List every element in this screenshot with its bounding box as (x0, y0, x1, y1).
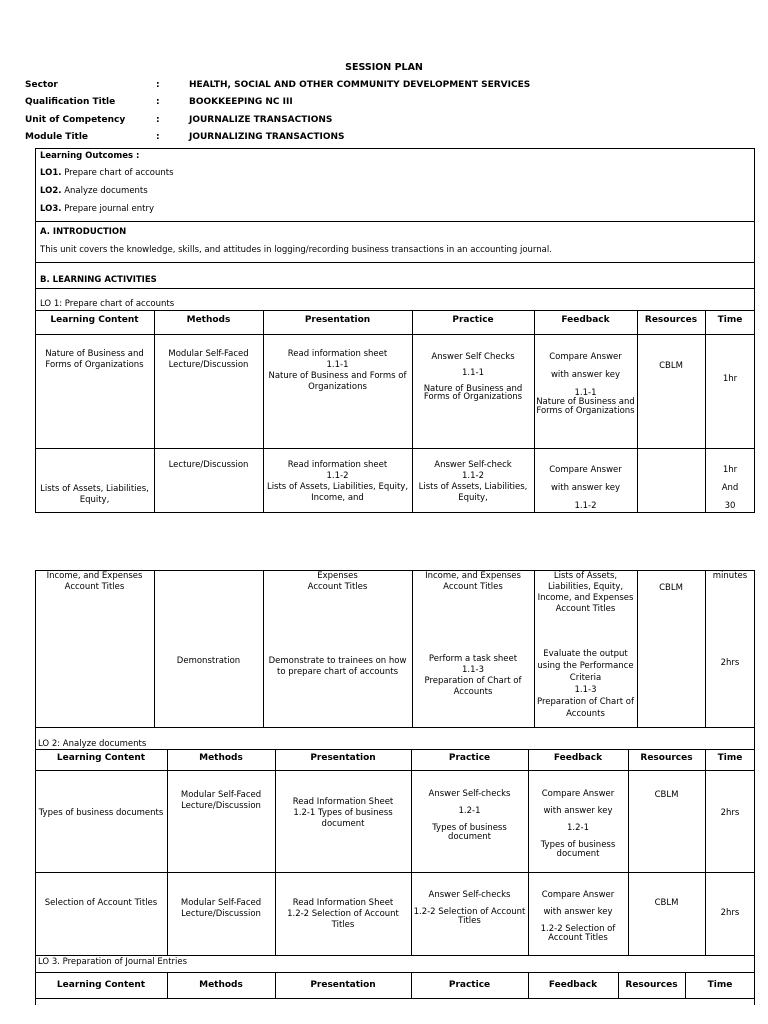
table-col-rule (528, 749, 529, 955)
table-rule (35, 998, 755, 999)
cell-practice: Answer Self Checks 1.1-1 Nature of Business and Forms of Organizations (423, 352, 523, 402)
cell-resources: CBLM (659, 583, 683, 593)
cell-feedback: Lists of Assets, Liabilities, Equity, Income, and Expenses Account Titles (537, 571, 634, 614)
cell-presentation: Read Information Sheet 1.2-2 Selection of Account Titles (287, 898, 399, 930)
header-learning-content: Learning Content (56, 980, 146, 990)
divider (35, 221, 755, 222)
divider (35, 262, 755, 263)
table-rule (35, 448, 755, 449)
cell-feedback: Compare Answer with answer key 1.1-1 Nature of Business and Forms of Organizations (536, 352, 635, 416)
header-time: Time (707, 980, 733, 990)
cell-methods: Demonstration (176, 656, 241, 666)
cell-practice: Perform a task sheet 1.1-3 Preparation of Chart of Accounts (424, 654, 522, 697)
cell-time: 2hrs (720, 658, 740, 668)
table-col-rule (263, 570, 264, 727)
meta-value: JOURNALIZING TRANSACTIONS (189, 132, 345, 142)
lo3-label: LO 3. Preparation of Journal Entries (38, 957, 188, 967)
table-col-rule (637, 310, 638, 513)
table-col-rule (412, 570, 413, 727)
outcome-code: LO2. (40, 186, 62, 196)
cell-time: 1hr And 30 (721, 465, 739, 511)
header-feedback: Feedback (561, 315, 610, 325)
cell-resources: CBLM (654, 790, 679, 800)
meta-value: HEALTH, SOCIAL AND OTHER COMMUNITY DEVELOPMENT SERVICES (189, 80, 531, 90)
table-rule (35, 872, 755, 873)
cell-feedback: Compare Answer with answer key 1.2-2 Selection of Account Titles (540, 890, 616, 943)
outcome-item (40, 168, 174, 179)
header-practice: Practice (448, 753, 491, 763)
cell-presentation: Read Information Sheet 1.2-1 Types of business document (292, 797, 394, 829)
meta-colon: : (156, 80, 160, 90)
outcome-item (40, 204, 154, 215)
header-time: Time (717, 753, 743, 763)
meta-value: BOOKKEEPING NC III (189, 97, 293, 107)
outcomes-heading: Learning Outcomes : (40, 151, 140, 161)
cell-time: 1hr (722, 374, 738, 384)
meta-colon: : (156, 97, 160, 107)
table-col-rule (534, 310, 535, 513)
cell-presentation: Read information sheet 1.1-2 Lists of Assets, Liabilities, Equity, Income, and (266, 460, 409, 503)
table-rule (35, 749, 755, 750)
divider (35, 727, 755, 728)
meta-key: Qualification Title (25, 97, 116, 107)
meta-colon: : (156, 115, 160, 125)
table-col-rule (412, 310, 413, 513)
cell-content: Lists of Assets, Liabilities, Equity, (40, 484, 149, 505)
cell-presentation: Read information sheet 1.1-1 Nature of Business and Forms of Organizations (268, 349, 407, 392)
table-col-rule (705, 310, 706, 513)
cell-practice: Income, and Expenses Account Titles (425, 571, 521, 592)
header-learning-content: Learning Content (50, 315, 139, 325)
table-rule (35, 955, 755, 956)
cell-feedback: Evaluate the output using the Performance Criteria 1.1-3 Preparation of Chart of Accounts (537, 649, 634, 719)
outcome-item (40, 186, 148, 197)
cell-content: Selection of Account Titles (44, 898, 158, 908)
header-presentation: Presentation (304, 315, 371, 325)
table-col-rule (167, 749, 168, 955)
meta-key: Unit of Competency (25, 115, 126, 125)
header-methods: Methods (199, 980, 243, 990)
cell-content: Types of business documents (38, 808, 164, 818)
outcome-text: Prepare chart of accounts (64, 168, 174, 178)
cell-feedback: Compare Answer with answer key 1.2-1 Types of business document (540, 789, 616, 859)
table-col-rule (275, 749, 276, 955)
meta-key: Sector (25, 80, 58, 90)
header-presentation: Presentation (310, 753, 376, 763)
table-col-rule (705, 570, 706, 727)
meta-colon: : (156, 132, 160, 142)
cell-time: minutes (712, 571, 748, 581)
session-plan-block-1 (35, 148, 755, 513)
table-col-rule (411, 749, 412, 955)
outcome-text: Prepare journal entry (64, 204, 154, 214)
outcome-text: Analyze documents (64, 186, 148, 196)
header-resources: Resources (640, 753, 693, 763)
outcome-code: LO1. (40, 168, 62, 178)
header-resources: Resources (625, 980, 678, 990)
meta-value: JOURNALIZE TRANSACTIONS (189, 115, 333, 125)
table-rule (35, 310, 755, 311)
header-resources: Resources (644, 315, 698, 325)
header-presentation: Presentation (310, 980, 376, 990)
header-feedback: Feedback (548, 980, 598, 990)
page-title: SESSION PLAN (345, 62, 423, 73)
table-rule (35, 334, 755, 335)
table-col-rule (534, 570, 535, 727)
cell-resources: CBLM (659, 361, 683, 371)
meta-key: Module Title (25, 132, 89, 142)
table-col-rule (637, 570, 638, 727)
divider (35, 288, 755, 289)
cell-feedback: Compare Answer with answer key 1.1-2 (549, 465, 622, 511)
intro-heading: A. INTRODUCTION (40, 227, 127, 237)
cell-time: 2hrs (720, 908, 740, 918)
cell-methods: Modular Self-Faced Lecture/Discussion (168, 349, 249, 370)
activities-heading: B. LEARNING ACTIVITIES (40, 275, 157, 285)
table-rule (35, 770, 755, 771)
cell-methods: Modular Self-Faced Lecture/Discussion (180, 898, 262, 919)
session-plan-block-2 (35, 570, 755, 1005)
cell-methods: Lecture/Discussion (168, 460, 249, 470)
header-learning-content: Learning Content (56, 753, 146, 763)
table-col-rule (154, 570, 155, 727)
cell-presentation: Expenses Account Titles (307, 571, 368, 592)
cell-content: Nature of Business and Forms of Organizations (45, 349, 144, 370)
cell-presentation: Demonstrate to trainees on how to prepare chart of accounts (268, 656, 407, 677)
cell-content: Income, and Expenses Account Titles (46, 571, 143, 592)
cell-time: 2hrs (720, 808, 740, 818)
table-col-rule (154, 310, 155, 513)
header-practice: Practice (452, 315, 494, 325)
cell-methods: Modular Self-Faced Lecture/Discussion (180, 790, 262, 811)
cell-practice: Answer Self-checks 1.2-1 Types of business document (428, 789, 511, 842)
header-time: Time (717, 315, 743, 325)
lo2-label: LO 2: Analyze documents (38, 739, 147, 749)
cell-practice: Answer Self-checks 1.2-2 Selection of Account Titles (413, 890, 526, 926)
cell-resources: CBLM (654, 898, 679, 908)
table-rule (35, 972, 755, 973)
table-col-rule (263, 310, 264, 513)
lo1-label: LO 1: Prepare chart of accounts (40, 299, 175, 309)
header-methods: Methods (199, 753, 243, 763)
intro-text: This unit covers the knowledge, skills, and attitudes in logging/recording business transactions in an accounting journal. (40, 245, 552, 255)
cell-practice: Answer Self-check 1.1-2 Lists of Assets, Liabilities, Equity, (418, 460, 528, 503)
table-col-rule (628, 749, 629, 955)
header-methods: Methods (186, 315, 231, 325)
header-practice: Practice (448, 980, 491, 990)
outcome-code: LO3. (40, 204, 62, 214)
table-col-rule (705, 749, 706, 955)
header-feedback: Feedback (553, 753, 603, 763)
